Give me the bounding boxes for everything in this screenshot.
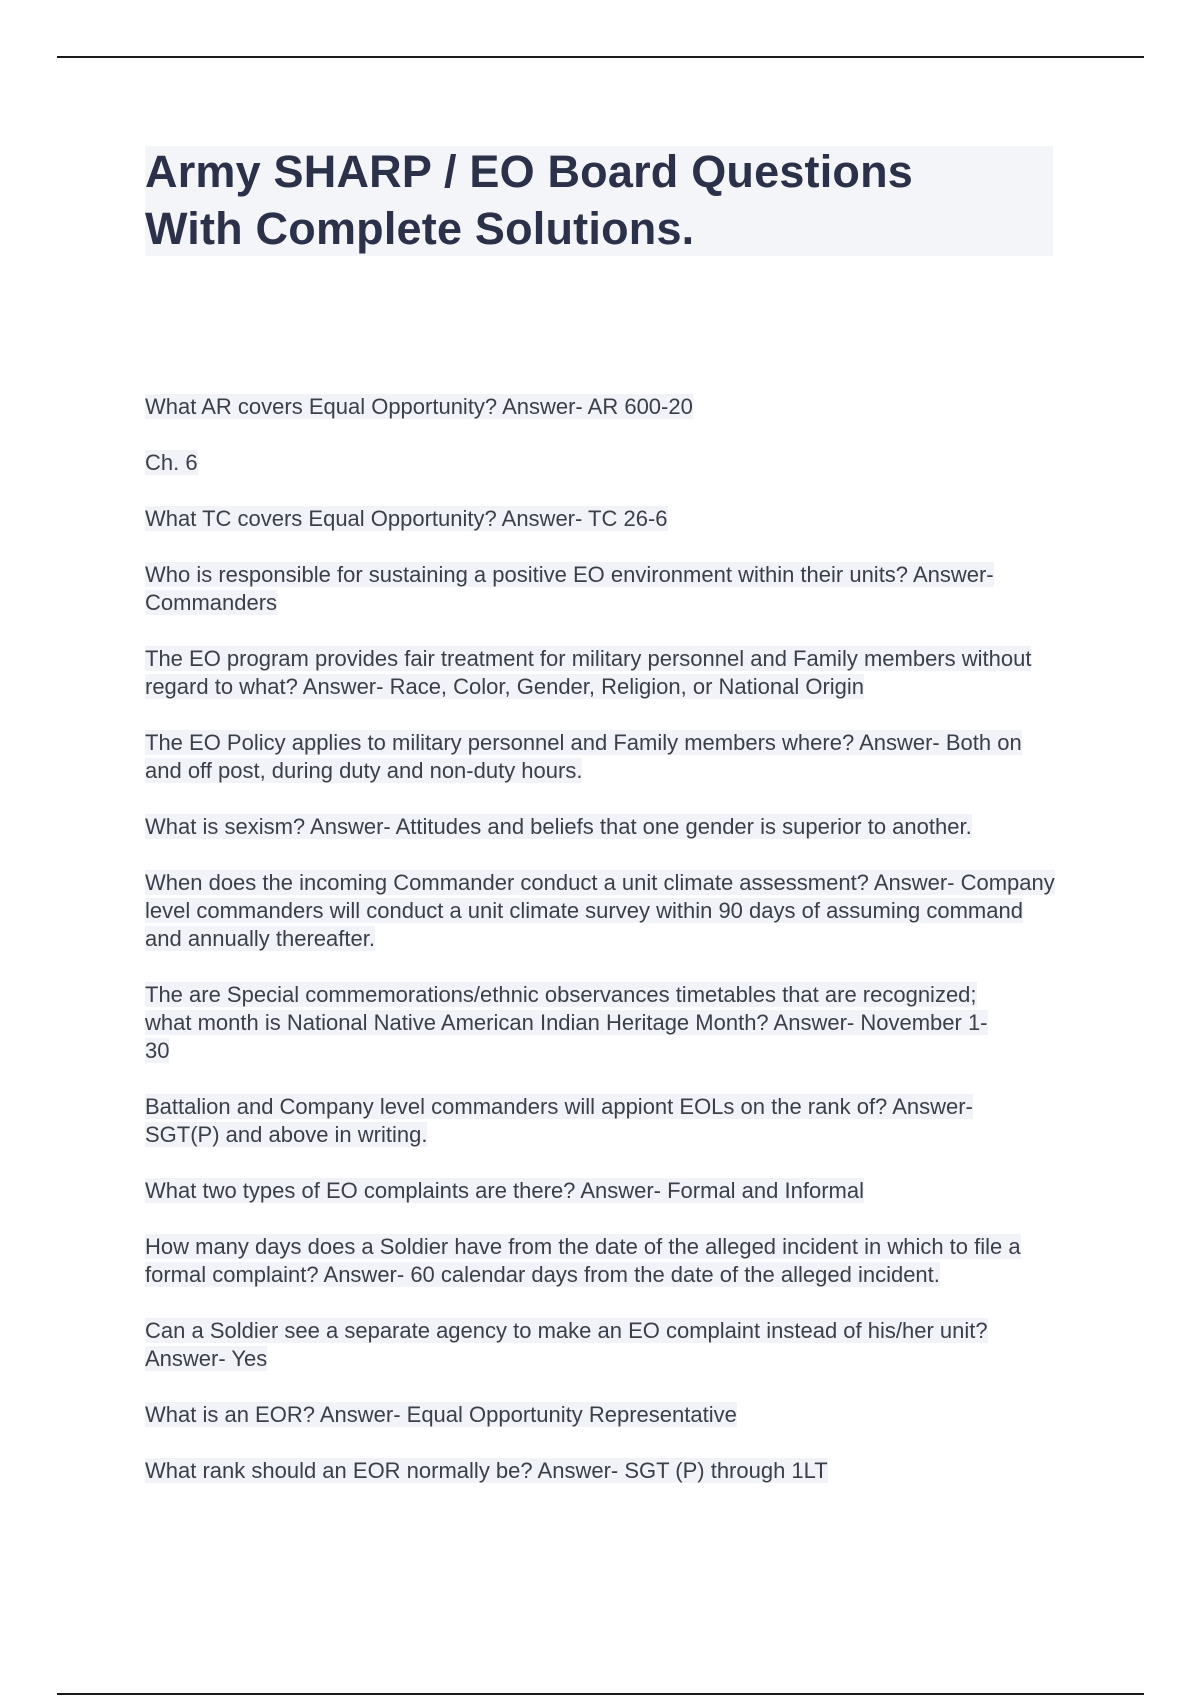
qa-item	[145, 1401, 1075, 1429]
page-title	[145, 143, 1045, 257]
qa-text: The are Special commemorations/ethnic observances timetables that are recognized; what month is National Native American Indian Heritage Month? Answer- November 1-30	[145, 982, 988, 1063]
qa-text: Who is responsible for sustaining a positive EO environment within their units? Answer- Commanders	[145, 562, 994, 615]
qa-item	[145, 813, 1005, 841]
qa-text: What is an EOR? Answer- Equal Opportunity Representative	[145, 1402, 737, 1427]
qa-item	[145, 561, 1005, 617]
qa-item	[145, 869, 1055, 953]
qa-item	[145, 1317, 1025, 1373]
qa-item	[145, 645, 1075, 701]
qa-text: Battalion and Company level commanders will appiont EOLs on the rank of? Answer- SGT(P) and above in writing.	[145, 1094, 973, 1147]
qa-text: How many days does a Soldier have from the date of the alleged incident in which to file a formal complaint? Answer- 60 calendar days from the date of the alleged incident.	[145, 1234, 1021, 1287]
title-line-2: With Complete Solutions.	[145, 203, 695, 254]
qa-item	[145, 1233, 1065, 1289]
qa-item	[145, 981, 1005, 1065]
qa-item	[145, 393, 1075, 421]
top-rule	[57, 56, 1144, 58]
qa-item	[145, 505, 1075, 533]
title-line-1: Army SHARP / EO Board Questions	[145, 146, 914, 197]
qa-text: When does the incoming Commander conduct a unit climate assessment? Answer- Company level commanders will conduct a unit climate survey within 90 days of assuming command and annually thereafter.	[145, 870, 1055, 951]
qa-text: What rank should an EOR normally be? Answer- SGT (P) through 1LT	[145, 1458, 828, 1483]
qa-item	[145, 1457, 1075, 1485]
qa-text: Ch. 6	[145, 450, 198, 475]
qa-text: Can a Soldier see a separate agency to make an EO complaint instead of his/her unit? Answer- Yes	[145, 1318, 988, 1371]
qa-text: The EO Policy applies to military personnel and Family members where? Answer- Both on and off post, during duty and non-duty hours.	[145, 730, 1022, 783]
qa-item	[145, 1177, 1075, 1205]
qa-item	[145, 449, 1075, 477]
qa-list	[145, 393, 1075, 1513]
qa-text: What TC covers Equal Opportunity? Answer- TC 26-6	[145, 506, 668, 531]
qa-text: What two types of EO complaints are there? Answer- Formal and Informal	[145, 1178, 864, 1203]
bottom-rule	[57, 1693, 1144, 1695]
qa-text: What is sexism? Answer- Attitudes and beliefs that one gender is superior to another.	[145, 814, 972, 839]
qa-text: The EO program provides fair treatment for military personnel and Family members without regard to what? Answer- Race, Color, Gender, Religion, or National Origin	[145, 646, 1032, 699]
qa-item	[145, 729, 1045, 785]
qa-text: What AR covers Equal Opportunity? Answer- AR 600-20	[145, 394, 693, 419]
qa-item	[145, 1093, 1005, 1149]
